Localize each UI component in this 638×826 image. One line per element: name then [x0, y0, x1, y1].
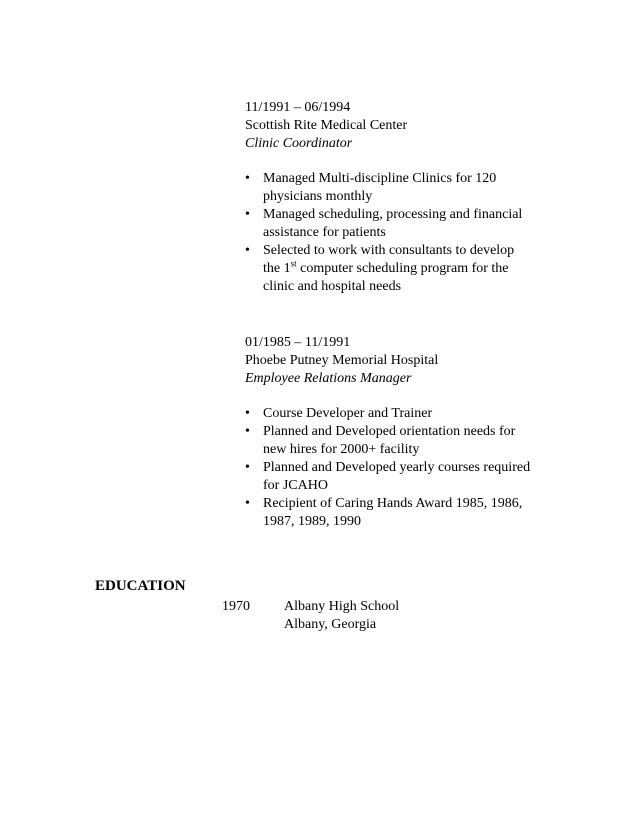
bullet-icon: •: [245, 496, 250, 511]
bullet-line: for JCAHO: [263, 478, 328, 493]
job-dates: 11/1991 – 06/1994: [245, 100, 351, 115]
job-employer: Scottish Rite Medical Center: [245, 118, 408, 133]
bullet-text-pre: the 1: [263, 261, 291, 276]
bullet-item: [245, 242, 575, 296]
spacer: [245, 388, 575, 405]
education-heading: EDUCATION: [95, 578, 186, 594]
bullet-item: [245, 459, 575, 495]
bullet-icon: •: [245, 424, 250, 439]
bullet-line: Managed Multi-discipline Clinics for 120: [263, 171, 497, 186]
job-title: Clinic Coordinator: [245, 136, 353, 151]
bullet-text-post: computer scheduling program for the: [296, 261, 509, 276]
job-dates: 01/1985 – 11/1991: [245, 335, 351, 350]
education-school-block: [284, 598, 399, 634]
job-entry-phoebe-putney: [245, 334, 575, 531]
bullet-line: 1987, 1989, 1990: [263, 514, 361, 529]
bullet-item: [245, 170, 575, 206]
bullet-line: Planned and Developed yearly courses required: [263, 460, 531, 475]
bullet-line: physicians monthly: [263, 189, 373, 204]
bullet-line: Recipient of Caring Hands Award 1985, 1986,: [263, 496, 523, 511]
spacer: [245, 153, 575, 170]
bullet-item: [245, 206, 575, 242]
bullet-item: [245, 405, 575, 423]
bullet-icon: •: [245, 207, 250, 222]
bullet-icon: •: [245, 243, 250, 258]
bullet-line: [263, 260, 575, 278]
job-entry-scottish-rite: [245, 99, 575, 296]
education-year: 1970: [222, 599, 250, 614]
education-school: Albany High School: [284, 599, 400, 614]
bullet-line: Managed scheduling, processing and financial: [263, 207, 523, 222]
bullet-line: new hires for 2000+ facility: [263, 442, 420, 457]
job-bullets: [245, 405, 575, 531]
bullet-line: Selected to work with consultants to develop: [263, 243, 515, 258]
bullet-item: [245, 495, 575, 531]
bullet-icon: •: [245, 460, 250, 475]
bullet-line: Course Developer and Trainer: [263, 406, 433, 421]
bullet-icon: •: [245, 406, 250, 421]
bullet-icon: •: [245, 171, 250, 186]
education-location: Albany, Georgia: [284, 617, 377, 632]
bullet-item: [245, 423, 575, 459]
bullet-line: assistance for patients: [263, 225, 386, 240]
job-bullets: [245, 170, 575, 296]
job-title: Employee Relations Manager: [245, 371, 412, 386]
job-employer: Phoebe Putney Memorial Hospital: [245, 353, 439, 368]
bullet-line: Planned and Developed orientation needs for: [263, 424, 516, 439]
bullet-line: clinic and hospital needs: [263, 279, 402, 294]
superscript-st: st: [290, 258, 297, 269]
